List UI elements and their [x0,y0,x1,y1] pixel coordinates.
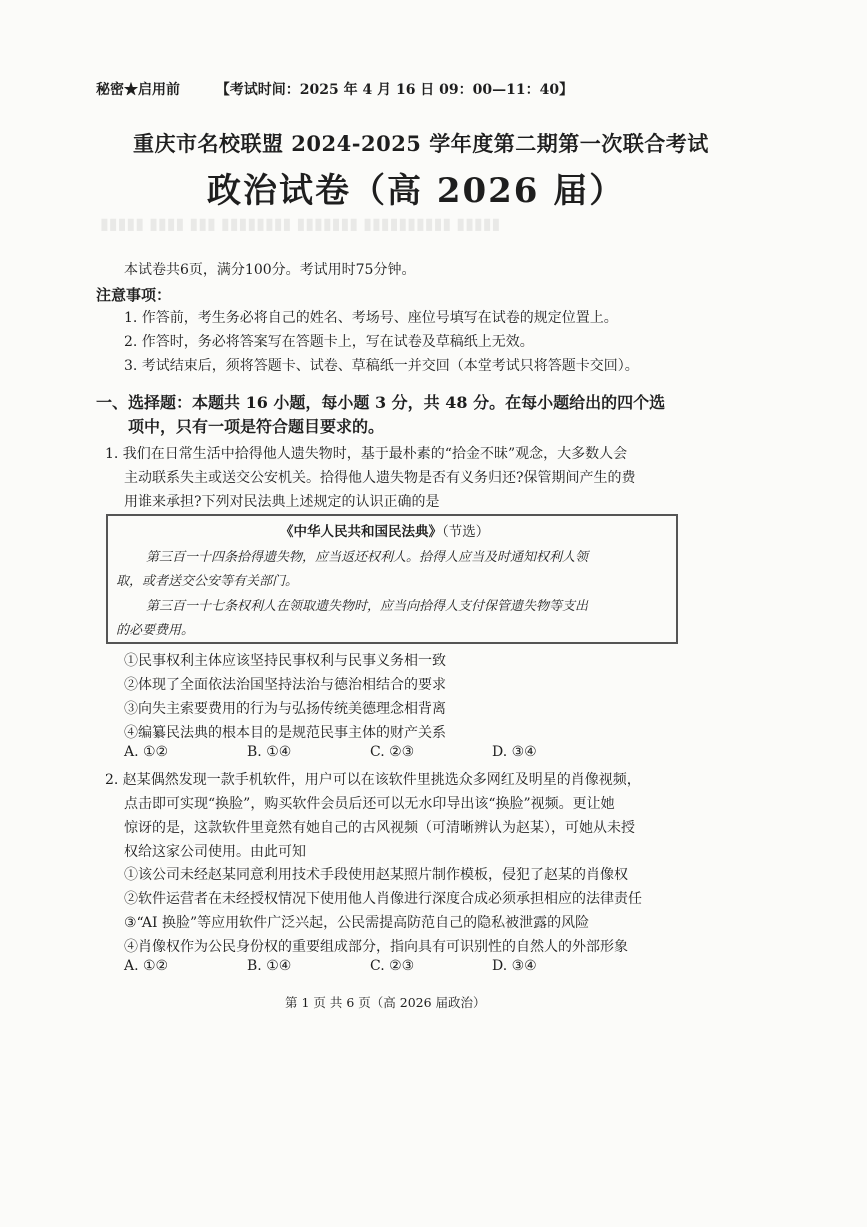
q1-statement: ①民事权利主体应该坚持民事权利与民事义务相一致 [124,653,446,669]
notice-item: 2. 作答时，务必将答案写在答题卡上，写在试卷及草稿纸上无效。 [124,334,534,350]
q2-choice-c: C. ②③ [370,958,415,974]
q2-stem: 惊讶的是，这款软件里竟然有她自己的古风视频（可清晰辨认为赵某），可她从未授 [124,820,635,836]
secrecy-label: 秘密★启用前 [96,82,180,98]
notice-item: 1. 作答前，考生务必将自己的姓名、考场号、座位号填写在试卷的规定位置上。 [124,310,618,326]
q1-stem: 用谁来承担?下列对民法典上述规定的认识正确的是 [124,494,440,510]
exam-time: 【考试时间：2025 年 4 月 16 日 09：00—11：40】 [215,82,574,98]
section-heading: 一、选择题：本题共 16 小题，每小题 3 分，共 48 分。在每小题给出的四个选 [96,393,666,412]
excerpt-title [280,520,489,540]
q1-choice-c: C. ②③ [370,744,415,760]
q2-choice-b: B. ①④ [247,958,292,974]
q2-stem: 点击即可实现“换脸”，购买软件会员后还可以无水印导出该“换脸”视频。更让她 [124,796,615,812]
q1-statement: ④编纂民法典的根本目的是规范民事主体的财产关系 [124,725,446,741]
q1-choice-d: D. ③④ [492,744,537,760]
notice-heading: 注意事项： [96,286,172,304]
q2-choice-d: D. ③④ [492,958,537,974]
faded-bleed-through: ▮▮▮▮▮ ▮▮▮▮ ▮▮▮ ▮▮▮▮▮▮▮▮ ▮▮▮▮▮▮▮ ▮▮▮▮▮▮▮▮▮▮ ▮▮▮▮▮ [100,214,501,233]
exam-title: 重庆市名校联盟 2024-2025 学年度第二期第一次联合考试 [133,131,709,156]
q1-statement: ②体现了全面依法治国坚持法治与德治相结合的要求 [124,677,446,693]
q2-statement: ④肖像权作为公民身份权的重要组成部分，指向具有可识别性的自然人的外部形象 [124,939,628,955]
q1-choice-b: B. ①④ [247,744,292,760]
q2-statement: ③“AI 换脸”等应用软件广泛兴起，公民需提高防范自己的隐私被泄露的风险 [124,915,590,931]
excerpt-title-text: 《中华人民共和国民法典》 [280,524,442,540]
exam-subtitle: 政治试卷（高 2026 届） [207,171,626,211]
intro-text: 本试卷共6页，满分100分。考试用时75分钟。 [124,262,416,278]
notice-item: 3. 考试结束后，须将答题卡、试卷、草稿纸一并交回（本堂考试只将答题卡交回）。 [124,358,639,374]
q2-stem: 权给这家公司使用。由此可知 [124,844,306,860]
excerpt-line: 取，或者送交公安等有关部门。 [116,574,299,589]
q1-choice-a: A. ①② [124,744,169,760]
q1-statement: ③向失主索要费用的行为与弘扬传统美德理念相背离 [124,701,446,717]
excerpt-line: 的必要费用。 [116,623,195,638]
q1-stem: 1. 我们在日常生活中拾得他人遗失物时，基于最朴素的“拾金不昧”观念，大多数人会 [105,446,628,462]
excerpt-line: 第三百一十七条权利人在领取遗失物时，应当向拾得人支付保管遗失物等支出 [146,599,589,614]
excerpt-line: 第三百一十四条拾得遗失物，应当返还权利人。拾得人应当及时通知权利人领 [146,550,589,565]
page-footer: 第 1 页 共 6 页（高 2026 届政治） [285,995,486,1010]
q2-choice-a: A. ①② [124,958,169,974]
q1-stem: 主动联系失主或送交公安机关。拾得他人遗失物是否有义务归还?保管期间产生的费 [124,470,636,486]
q2-statement: ②软件运营者在未经授权情况下使用他人肖像进行深度合成必须承担相应的法律责任 [124,891,642,907]
q2-stem: 2. 赵某偶然发现一款手机软件，用户可以在该软件里挑选众多网红及明星的肖像视频， [105,772,641,788]
q2-statement: ①该公司未经赵某同意利用技术手段使用赵某照片制作模板，侵犯了赵某的肖像权 [124,867,628,883]
section-heading-cont: 项中，只有一项是符合题目要求的。 [128,417,385,436]
exam-header [96,79,573,99]
excerpt-title-note: （节选） [442,524,490,540]
